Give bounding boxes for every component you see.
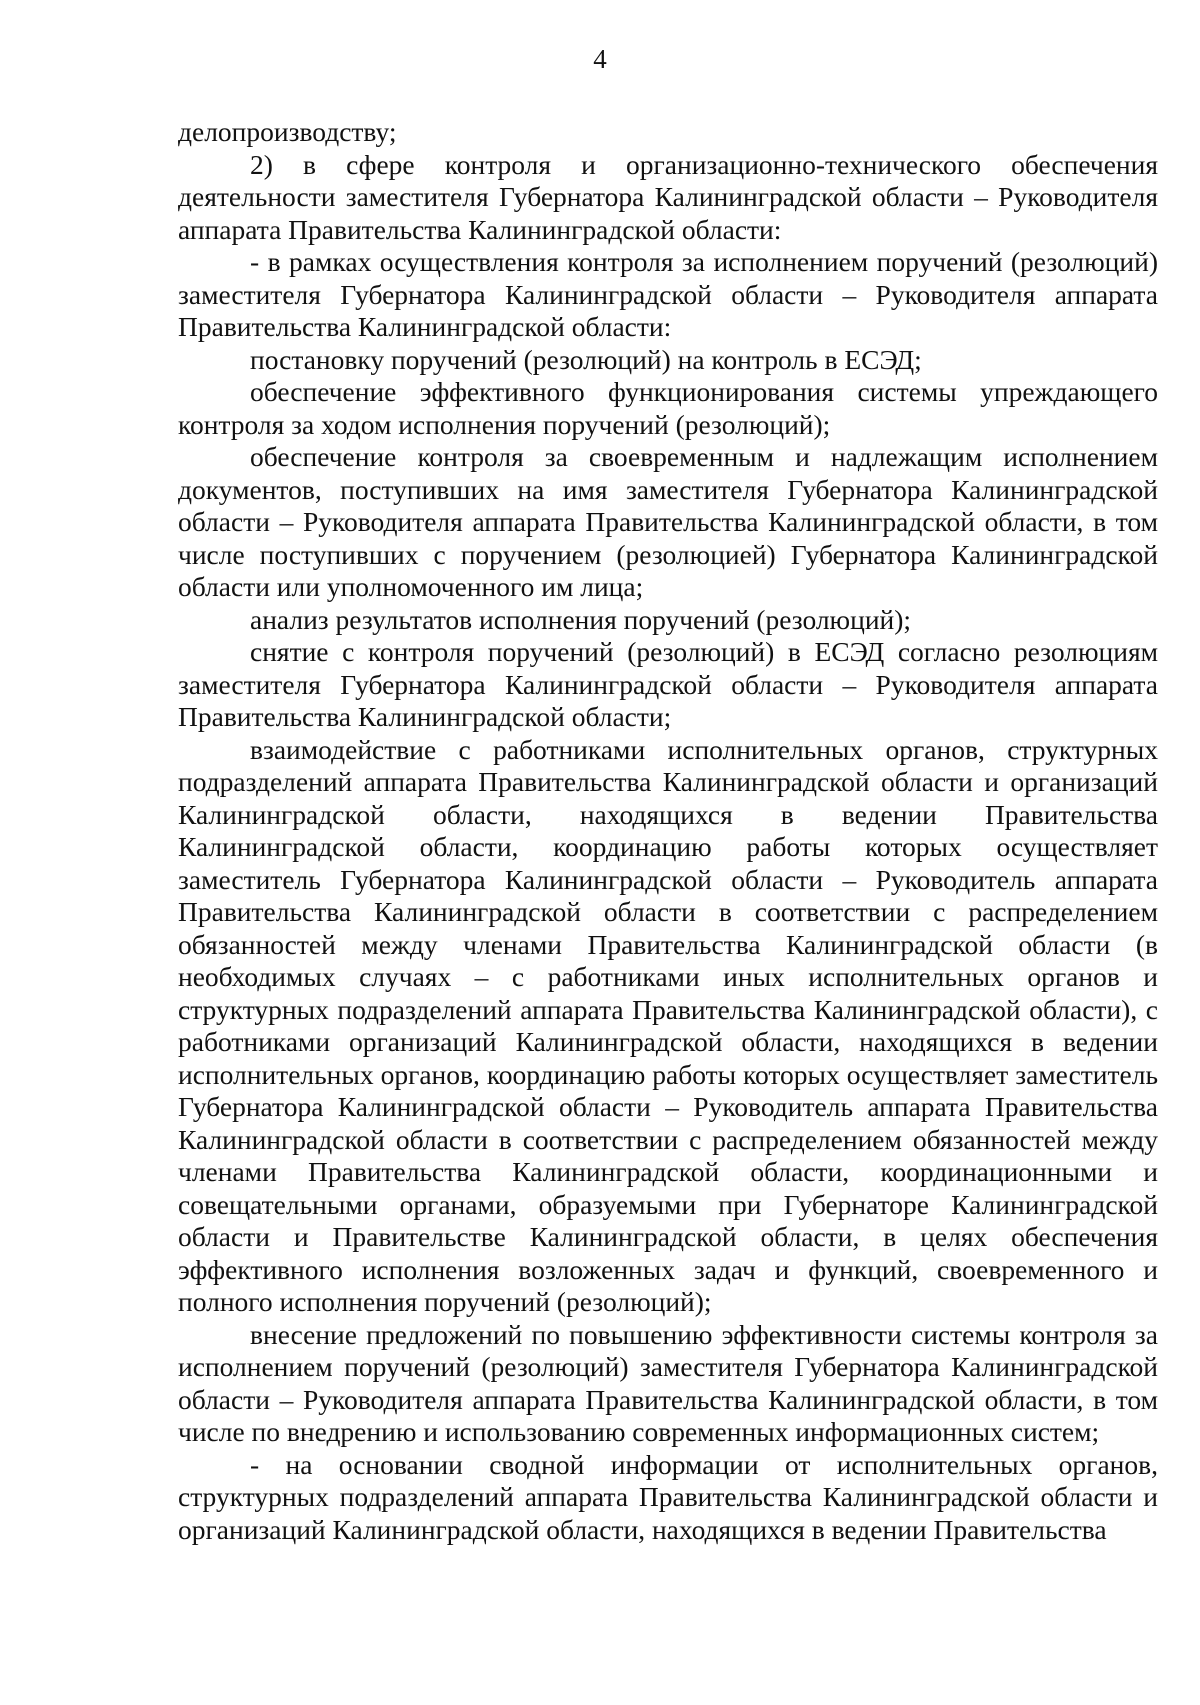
paragraph: снятие с контроля поручений (резолюций) в ЕСЭД согласно резолюциям заместителя Губернатора Калининградской области – Руководителя аппарата Правительства Калининградской области; bbox=[178, 636, 1158, 732]
paragraph: постановку поручений (резолюций) на контроль в ЕСЭД; bbox=[250, 343, 922, 375]
paragraph: взаимодействие с работниками исполнительных органов, структурных подразделений аппарата Правительства Калининградской области и организаций Калининградской области, находящихся в ведении Правительства Калининградской области, координацию работы которых осуществляет заместитель Губернатора Калининградской области – Руководитель аппарата Правительства Калининградской области в соответствии с распределением обязанностей между членами Правительства Калининградской области (в необходимых случаях – с работниками иных исполнительных органов и структурных подразделений аппарата Правительства Калининградской области), с работниками организаций Калининградской области, находящихся в ведении исполнительных органов, координацию работы которых осуществляет заместитель Губернатора Калининградской области – Руководитель аппарата Правительства Калининградской области в соответствии с распределением обязанностей между членами Правительства Калининградской области, координационными и совещательными органами, образуемыми при Губернаторе Калининградской области и Правительстве Калининградской области, в целях обеспечения эффективного исполнения возложенных задач и функций, своевременного и полного исполнения поручений (резолюций); bbox=[178, 733, 1158, 1317]
paragraph: делопроизводству; bbox=[178, 116, 397, 147]
document-body bbox=[178, 116, 1158, 1546]
paragraph: анализ результатов исполнения поручений (резолюций); bbox=[250, 603, 912, 635]
paragraph: 2) в сфере контроля и организационно-технического обеспечения деятельности заместителя Губернатора Калининградской области – Руководителя аппарата Правительства Калининградской области: bbox=[178, 148, 1158, 245]
paragraph: - в рамках осуществления контроля за исполнением поручений (резолюций) заместителя Губернатора Калининградской области – Руководителя аппарата Правительства Калининградской области: bbox=[178, 246, 1158, 342]
paragraph: внесение предложений по повышению эффективности системы контроля за исполнением поручений (резолюций) заместителя Губернатора Калининградской области – Руководителя аппарата Правительства Калининградской области, в том числе по внедрению и использованию современных информационных систем; bbox=[178, 1318, 1158, 1447]
paragraph: обеспечение контроля за своевременным и надлежащим исполнением документов, поступивших на имя заместителя Губернатора Калининградской области – Руководителя аппарата Правительства Калининградской области, в том числе поступивших с поручением (резолюцией) Губернатора Калининградской области или уполномоченного им лица; bbox=[178, 441, 1158, 602]
paragraph: обеспечение эффективного функционирования системы упреждающего контроля за ходом исполнения поручений (резолюций); bbox=[178, 376, 1158, 440]
page-number: 4 bbox=[593, 44, 607, 74]
paragraph: - на основании сводной информации от исполнительных органов, структурных подразделений аппарата Правительства Калининградской области и организаций Калининградской области, находящихся в ведении Правительства bbox=[178, 1448, 1158, 1545]
